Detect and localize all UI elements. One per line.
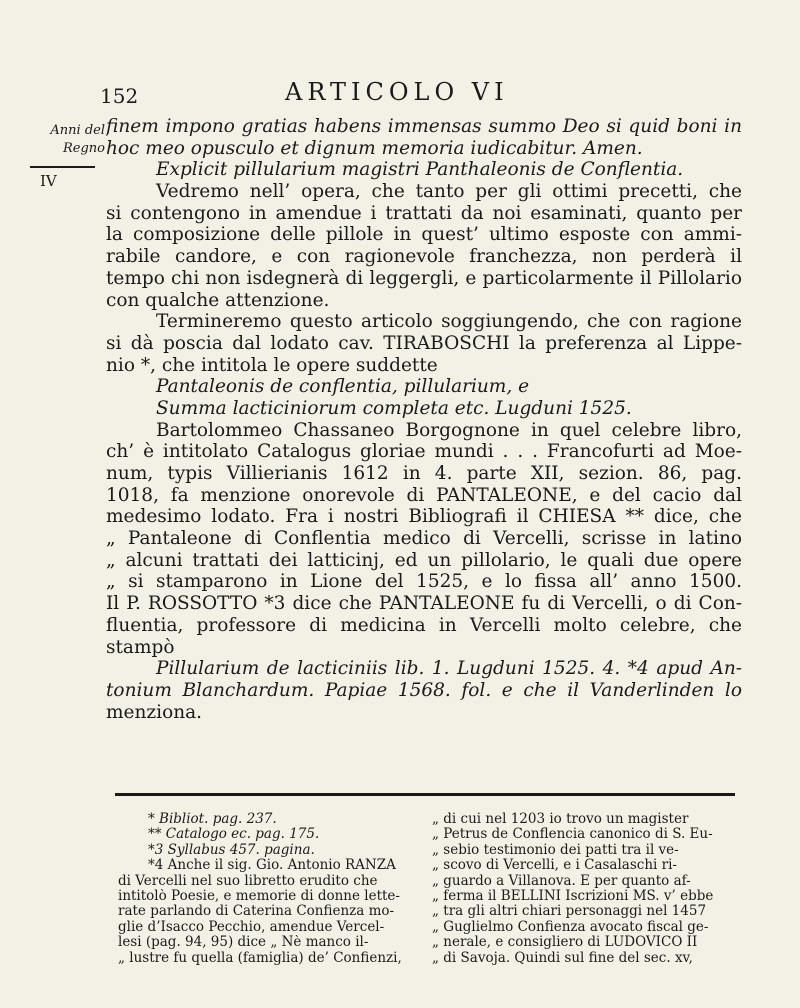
text-line: ch’ è intitolato Catalogus gloriae mundi . . . Francofurti ad Moe-	[106, 441, 742, 463]
footnotes-right-column	[432, 812, 737, 966]
text-line: Bartolommeo Chassaneo Borgognone in quel celebre libro,	[156, 419, 742, 441]
footnote-line: „ lustre fu quella (famiglia) de’ Confienzi,	[118, 950, 402, 966]
margin-year-number: IV	[40, 172, 57, 190]
footnote-line: *3 Syllabus 457. pagina.	[148, 842, 315, 858]
text-line: tempo chi non isdegnerà di leggergli, e particolarmente il Pillolario	[106, 267, 742, 289]
text-line: Termineremo questo articolo soggiungendo, che con ragione	[156, 311, 742, 333]
text-line: finem impono gratias habens immensas summo Deo si quid boni in	[106, 116, 742, 137]
text-line: fluentia, professore di medicina in Vercelli molto celebre, che	[106, 614, 742, 636]
margin-note-anni-del-regno: Anni del Regno	[50, 123, 105, 156]
footnote-line: „ Guglielmo Confienza avocato fiscal ge-	[432, 919, 709, 935]
text-line: nio *, che intitola le opere suddette	[106, 354, 438, 376]
text-line: si contengono in amendue i trattati da noi esaminati, quanto per	[106, 202, 742, 224]
body-text	[106, 116, 742, 723]
text-line: „ Pantaleone di Conflentia medico di Vercelli, scrisse in latino	[106, 528, 742, 550]
text-line: „ alcuni trattati dei latticinj, ed un pillolario, le quali due opere	[106, 549, 742, 571]
text-line: la composizione delle pillole in quest’ ultimo esposte con ammi-	[106, 224, 742, 246]
text-line: num, typis Villierianis 1612 in 4. parte XII, sezion. 86, pag.	[106, 463, 742, 484]
footnote-line: „ scovo di Vercelli, e i Casalaschi ri-	[432, 858, 677, 874]
text-line: hoc meo opusculo et dignum memoria iudicabitur. Amen.	[106, 137, 643, 159]
running-title: ARTICOLO VI	[285, 78, 509, 106]
footnote-line: „ Petrus de Conflencia canonico di S. Eu-	[432, 827, 713, 843]
text-line: menziona.	[106, 701, 203, 723]
text-line: Pillularium de lacticiniis lib. 1. Lugduni 1525. 4. *4 apud An-	[156, 658, 742, 680]
footnote-line: „ ferma il BELLINI Iscrizioni MS. v’ ebbe	[432, 888, 714, 904]
page-number: 152	[100, 84, 139, 108]
text-line: con qualche attenzione.	[106, 289, 330, 311]
footnote-line: „ nerale, e consigliero di LUDOVICO II	[432, 935, 698, 951]
footnote-line: * Bibliot. pag. 237.	[148, 812, 277, 827]
page-header	[100, 78, 740, 112]
text-line: Explicit pillularium magistri Panthaleonis de Conflentia.	[156, 159, 684, 181]
footnote-line: „ sebio testimonio dei patti tra il ve-	[432, 842, 679, 858]
footnote-line: „ di cui nel 1203 io trovo un magister	[432, 812, 689, 827]
text-line: si dà poscia dal lodato cav. TIRABOSCHI la preferenza al Lippe-	[106, 332, 742, 354]
footnote-line: „ tra gli altri chiari personaggi nel 1457	[432, 904, 707, 920]
footnote-line: „ guardo a Villanova. E per quanto af-	[432, 873, 691, 889]
footnote-line: „ di Savoja. Quindi sul fine del sec. xv,	[432, 950, 693, 966]
text-line: tonium Blanchardum. Papiae 1568. fol. e che il Vanderlinden lo	[106, 679, 742, 701]
text-line: Pantaleonis de conflentia, pillularium, e	[156, 376, 530, 398]
text-line: Il P. ROSSOTTO *3 dice che PANTALEONE fu di Vercelli, o di Con-	[106, 593, 742, 615]
footnote-separator-rule	[115, 793, 735, 796]
footnote-line: rate parlando di Caterina Confienza mo-	[118, 904, 395, 920]
footnote-line: *4 Anche il sig. Gio. Antonio RANZA	[148, 858, 396, 874]
footnotes-left-column	[118, 812, 408, 966]
footnote-line: ** Catalogo ec. pag. 175.	[148, 827, 320, 843]
text-line: rabile candore, e con ragionevole franchezza, non perderà il	[106, 246, 742, 268]
footnote-line: glie d’Isacco Pecchio, amendue Vercel-	[118, 919, 385, 935]
margin-rule	[30, 166, 95, 168]
text-line: medesimo lodato. Fra i nostri Bibliografi il CHIESA ** dice, che	[106, 506, 742, 528]
text-line: Vedremo nell’ opera, che tanto per gli ottimi precetti, che	[156, 181, 742, 203]
text-line: stampò	[106, 636, 175, 658]
footnote-line: di Vercelli nel suo libretto erudito che	[118, 873, 378, 889]
footnote-line: lesi (pag. 94, 95) dice „ Nè manco il-	[118, 935, 369, 951]
text-line: Summa lacticiniorum completa etc. Lugduni 1525.	[156, 397, 632, 419]
text-line: 1018, fa menzione onorevole di PANTALEONE, e del cacio dal	[106, 484, 742, 506]
text-line: „ si stamparono in Lione del 1525, e lo fissa all’ anno 1500.	[106, 571, 742, 593]
footnote-line: intitolò Poesie, e memorie di donne lette-	[118, 888, 400, 904]
